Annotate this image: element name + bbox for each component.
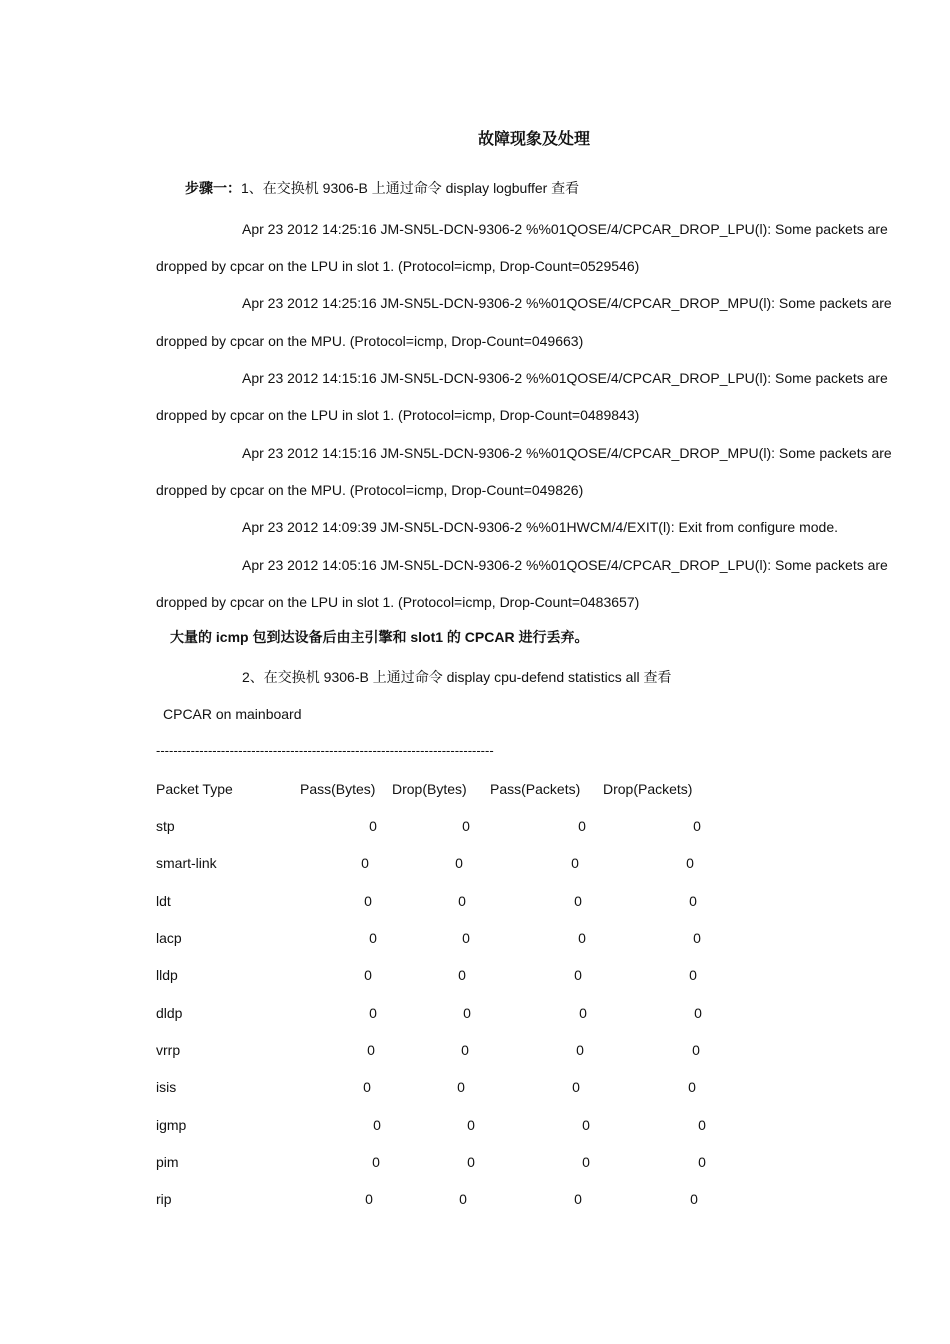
table-row-ldt-drop-bytes: 0 xyxy=(458,893,466,909)
page-title: 故障现象及处理 xyxy=(478,131,591,148)
table-row-smart-link-drop-packets: 0 xyxy=(686,855,694,871)
table-row-vrrp-pass-bytes: 0 xyxy=(367,1042,375,1058)
table-separator: ------------------------------------------------------------------------------ xyxy=(156,743,494,758)
header-drop-packets: Drop(Packets) xyxy=(603,781,693,797)
log-entry-6-line2: dropped by cpcar on the LPU in slot 1. (Protocol=icmp, Drop-Count=0483657) xyxy=(156,594,640,610)
table-row-smart-link-pass-packets: 0 xyxy=(571,855,579,871)
table-row-rip-pass-packets: 0 xyxy=(574,1191,582,1207)
table-row-igmp-drop-packets: 0 xyxy=(698,1117,706,1133)
table-row-stp-pass-bytes: 0 xyxy=(369,818,377,834)
log-entry-4-line1: Apr 23 2012 14:15:16 JM-SN5L-DCN-9306-2 %%01QOSE/4/CPCAR_DROP_MPU(l): Some packets are xyxy=(242,445,892,461)
table-row-igmp-drop-bytes: 0 xyxy=(467,1117,475,1133)
table-row-smart-link-pass-bytes: 0 xyxy=(361,855,369,871)
log-entry-4-line2: dropped by cpcar on the MPU. (Protocol=icmp, Drop-Count=049826) xyxy=(156,482,584,498)
table-row-pim-pass-bytes: 0 xyxy=(372,1154,380,1170)
table-row-rip-drop-packets: 0 xyxy=(690,1191,698,1207)
table-row-pim-type: pim xyxy=(156,1154,179,1170)
table-row-lldp-pass-packets: 0 xyxy=(574,967,582,983)
table-row-ldt-pass-bytes: 0 xyxy=(364,893,372,909)
table-row-vrrp-type: vrrp xyxy=(156,1042,181,1058)
header-packet-type: Packet Type xyxy=(156,781,233,797)
table-row-vrrp-drop-packets: 0 xyxy=(692,1042,700,1058)
table-row-smart-link-type: smart-link xyxy=(156,855,217,871)
table-row-rip-type: rip xyxy=(156,1191,172,1207)
step2-text: 2、在交换机 9306-B 上通过命令 display cpu-defend statistics all 查看 xyxy=(242,669,672,685)
step1-paragraph xyxy=(185,179,579,197)
table-row-dldp-pass-bytes: 0 xyxy=(369,1005,377,1021)
table-row-isis-type: isis xyxy=(156,1079,177,1095)
table-row-stp-pass-packets: 0 xyxy=(578,818,586,834)
table-row-dldp-type: dldp xyxy=(156,1005,183,1021)
table-row-isis-drop-bytes: 0 xyxy=(457,1079,465,1095)
table-row-dldp-pass-packets: 0 xyxy=(579,1005,587,1021)
table-row-lacp-pass-packets: 0 xyxy=(578,930,586,946)
header-pass-bytes: Pass(Bytes) xyxy=(300,781,376,797)
table-row-dldp-drop-bytes: 0 xyxy=(463,1005,471,1021)
log-entry-6-line1: Apr 23 2012 14:05:16 JM-SN5L-DCN-9306-2 %%01QOSE/4/CPCAR_DROP_LPU(l): Some packets are xyxy=(242,557,888,573)
table-row-lldp-pass-bytes: 0 xyxy=(364,967,372,983)
table-row-vrrp-drop-bytes: 0 xyxy=(461,1042,469,1058)
table-row-pim-drop-bytes: 0 xyxy=(467,1154,475,1170)
table-row-stp-drop-bytes: 0 xyxy=(462,818,470,834)
table-row-isis-pass-bytes: 0 xyxy=(363,1079,371,1095)
table-row-igmp-type: igmp xyxy=(156,1117,187,1133)
table-row-rip-drop-bytes: 0 xyxy=(459,1191,467,1207)
header-pass-packets: Pass(Packets) xyxy=(490,781,581,797)
table-row-isis-pass-packets: 0 xyxy=(572,1079,580,1095)
table-row-ldt-type: ldt xyxy=(156,893,171,909)
table-row-pim-pass-packets: 0 xyxy=(582,1154,590,1170)
table-row-lldp-drop-bytes: 0 xyxy=(458,967,466,983)
table-row-lacp-drop-bytes: 0 xyxy=(462,930,470,946)
table-row-pim-drop-packets: 0 xyxy=(698,1154,706,1170)
table-row-ldt-drop-packets: 0 xyxy=(689,893,697,909)
log-entry-3-line2: dropped by cpcar on the LPU in slot 1. (Protocol=icmp, Drop-Count=0489843) xyxy=(156,407,640,423)
table-row-lldp-drop-packets: 0 xyxy=(689,967,697,983)
log-entry-2-line1: Apr 23 2012 14:25:16 JM-SN5L-DCN-9306-2 %%01QOSE/4/CPCAR_DROP_MPU(l): Some packets are xyxy=(242,295,892,311)
table-row-stp-type: stp xyxy=(156,818,175,834)
table-row-lacp-type: lacp xyxy=(156,930,182,946)
step1-text: 1、在交换机 9306-B 上通过命令 display logbuffer 查看 xyxy=(241,180,580,196)
table-row-lldp-type: lldp xyxy=(156,967,178,983)
header-drop-bytes: Drop(Bytes) xyxy=(392,781,467,797)
board-label: CPCAR on mainboard xyxy=(163,706,302,722)
table-row-vrrp-pass-packets: 0 xyxy=(576,1042,584,1058)
table-row-lacp-pass-bytes: 0 xyxy=(369,930,377,946)
conclusion-text: 大量的 icmp 包到达设备后由主引擎和 slot1 的 CPCAR 进行丢弃。 xyxy=(170,629,589,645)
table-row-smart-link-drop-bytes: 0 xyxy=(455,855,463,871)
step1-label: 步骤一： xyxy=(185,180,241,196)
table-row-rip-pass-bytes: 0 xyxy=(365,1191,373,1207)
table-row-stp-drop-packets: 0 xyxy=(693,818,701,834)
table-row-ldt-pass-packets: 0 xyxy=(574,893,582,909)
log-entry-3-line1: Apr 23 2012 14:15:16 JM-SN5L-DCN-9306-2 %%01QOSE/4/CPCAR_DROP_LPU(l): Some packets are xyxy=(242,370,888,386)
table-row-igmp-pass-packets: 0 xyxy=(582,1117,590,1133)
table-row-dldp-drop-packets: 0 xyxy=(694,1005,702,1021)
log-entry-1-line2: dropped by cpcar on the LPU in slot 1. (Protocol=icmp, Drop-Count=0529546) xyxy=(156,258,640,274)
log-entry-1-line1: Apr 23 2012 14:25:16 JM-SN5L-DCN-9306-2 %%01QOSE/4/CPCAR_DROP_LPU(l): Some packets are xyxy=(242,221,888,237)
table-row-lacp-drop-packets: 0 xyxy=(693,930,701,946)
log-entry-2-line2: dropped by cpcar on the MPU. (Protocol=icmp, Drop-Count=049663) xyxy=(156,333,584,349)
table-row-igmp-pass-bytes: 0 xyxy=(373,1117,381,1133)
table-row-isis-drop-packets: 0 xyxy=(688,1079,696,1095)
log-entry-5-line1: Apr 23 2012 14:09:39 JM-SN5L-DCN-9306-2 %%01HWCM/4/EXIT(l): Exit from configure mode. xyxy=(242,519,839,535)
